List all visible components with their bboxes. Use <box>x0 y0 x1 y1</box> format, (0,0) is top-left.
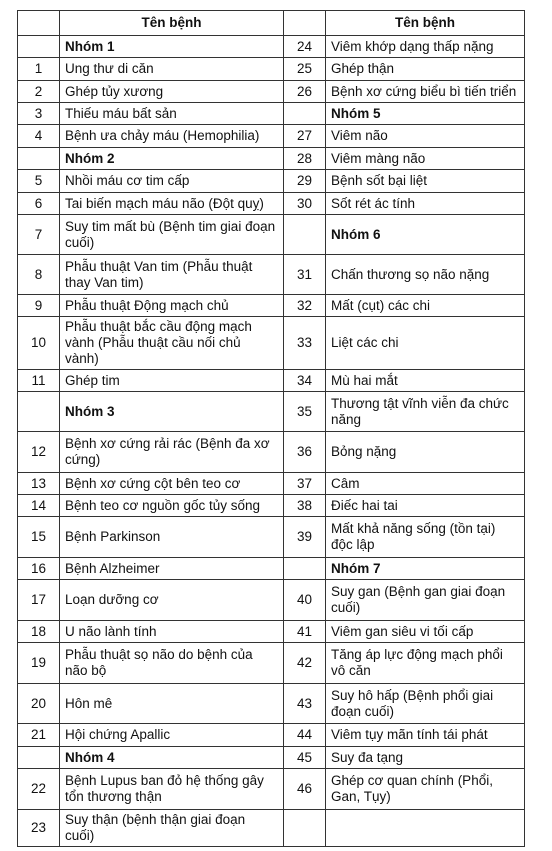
header-disease-name-left: Tên bệnh <box>60 11 284 36</box>
table-row <box>18 193 525 215</box>
table-row <box>18 81 525 103</box>
table-row <box>18 392 525 432</box>
row-number-left <box>18 392 60 432</box>
disease-name-left: Bệnh Lupus ban đỏ hệ thống gây tổn thương thận <box>60 769 284 810</box>
table-row <box>18 517 525 558</box>
row-number-left: 18 <box>18 621 60 643</box>
row-number-right: 43 <box>284 684 326 724</box>
table-row <box>18 621 525 643</box>
row-number-right <box>284 810 326 847</box>
group-heading-left: Nhóm 1 <box>60 36 284 58</box>
row-number-right: 36 <box>284 432 326 473</box>
disease-name-right: Chấn thương sọ não nặng <box>326 255 525 295</box>
table-row <box>18 473 525 495</box>
row-number-left: 13 <box>18 473 60 495</box>
row-number-left: 23 <box>18 810 60 847</box>
disease-name-left: Hôn mê <box>60 684 284 724</box>
group-heading-left: Nhóm 3 <box>60 392 284 432</box>
row-number-left: 17 <box>18 580 60 621</box>
disease-name-right: Suy đa tạng <box>326 747 525 769</box>
row-number-right <box>284 103 326 125</box>
row-number-right: 25 <box>284 58 326 81</box>
header-disease-name-right: Tên bệnh <box>326 11 525 36</box>
disease-name-right: Ghép cơ quan chính (Phổi, Gan, Tụy) <box>326 769 525 810</box>
table-row <box>18 580 525 621</box>
group-heading-right: Nhóm 7 <box>326 558 525 580</box>
row-number-right: 39 <box>284 517 326 558</box>
row-number-left: 6 <box>18 193 60 215</box>
table-row <box>18 295 525 317</box>
disease-name-right: Liệt các chi <box>326 317 525 370</box>
row-number-left: 22 <box>18 769 60 810</box>
row-number-right: 28 <box>284 148 326 170</box>
row-number-right: 35 <box>284 392 326 432</box>
row-number-left: 11 <box>18 370 60 392</box>
row-number-left: 1 <box>18 58 60 81</box>
table-row <box>18 495 525 517</box>
row-number-left <box>18 747 60 769</box>
disease-name-right: Sốt rét ác tính <box>326 193 525 215</box>
disease-name-right: Câm <box>326 473 525 495</box>
disease-name-left: Phẫu thuật Động mạch chủ <box>60 295 284 317</box>
row-number-right: 46 <box>284 769 326 810</box>
table-row <box>18 170 525 193</box>
disease-name-right: Mất khả năng sống (tồn tại) độc lập <box>326 517 525 558</box>
disease-name-left: Tai biến mạch máu não (Đột quỵ) <box>60 193 284 215</box>
header-row <box>18 11 525 36</box>
disease-name-left: Bệnh xơ cứng rải rác (Bệnh đa xơ cứng) <box>60 432 284 473</box>
row-number-left: 14 <box>18 495 60 517</box>
row-number-left: 3 <box>18 103 60 125</box>
table-row <box>18 317 525 370</box>
row-number-right <box>284 558 326 580</box>
table-row <box>18 148 525 170</box>
row-number-right: 33 <box>284 317 326 370</box>
row-number-right: 29 <box>284 170 326 193</box>
row-number-left: 4 <box>18 125 60 148</box>
disease-name-left: Ghép tim <box>60 370 284 392</box>
row-number-left: 21 <box>18 724 60 747</box>
disease-name-left: Phẫu thuật Van tim (Phẫu thuật thay Van tim) <box>60 255 284 295</box>
disease-name-right: Mất (cụt) các chi <box>326 295 525 317</box>
disease-name-left: U não lành tính <box>60 621 284 643</box>
row-number-left <box>18 148 60 170</box>
table-row <box>18 810 525 847</box>
disease-name-right: Tăng áp lực động mạch phổi vô căn <box>326 643 525 684</box>
row-number-right: 30 <box>284 193 326 215</box>
table-row <box>18 432 525 473</box>
row-number-left: 15 <box>18 517 60 558</box>
row-number-right: 42 <box>284 643 326 684</box>
row-number-right: 27 <box>284 125 326 148</box>
disease-name-left: Loạn dưỡng cơ <box>60 580 284 621</box>
row-number-left: 5 <box>18 170 60 193</box>
row-number-left <box>18 36 60 58</box>
table-row <box>18 370 525 392</box>
row-number-left: 8 <box>18 255 60 295</box>
disease-name-left: Ghép tủy xương <box>60 81 284 103</box>
row-number-right: 34 <box>284 370 326 392</box>
disease-name-left: Bệnh ưa chảy máu (Hemophilia) <box>60 125 284 148</box>
row-number-right: 32 <box>284 295 326 317</box>
disease-name-right: Viêm tụy mãn tính tái phát <box>326 724 525 747</box>
table-row <box>18 684 525 724</box>
disease-name-right: Bệnh xơ cứng biểu bì tiến triển <box>326 81 525 103</box>
table-row <box>18 215 525 255</box>
row-number-right: 40 <box>284 580 326 621</box>
row-number-right: 41 <box>284 621 326 643</box>
table-body <box>18 36 525 847</box>
disease-name-left: Bệnh xơ cứng cột bên teo cơ <box>60 473 284 495</box>
row-number-right: 24 <box>284 36 326 58</box>
table-row <box>18 724 525 747</box>
table-row <box>18 58 525 81</box>
disease-name-left: Hội chứng Apallic <box>60 724 284 747</box>
disease-name-left: Phẫu thuật sọ não do bệnh của não bộ <box>60 643 284 684</box>
table-row <box>18 36 525 58</box>
disease-name-left: Ung thư di căn <box>60 58 284 81</box>
group-heading-right: Nhóm 6 <box>326 215 525 255</box>
row-number-left: 10 <box>18 317 60 370</box>
header-number-right <box>284 11 326 36</box>
disease-name-right: Suy gan (Bệnh gan giai đoạn cuối) <box>326 580 525 621</box>
disease-name-left: Thiếu máu bất sản <box>60 103 284 125</box>
row-number-right: 44 <box>284 724 326 747</box>
header-number-left <box>18 11 60 36</box>
group-heading-right: Nhóm 5 <box>326 103 525 125</box>
table-row <box>18 255 525 295</box>
disease-name-right: Điếc hai tai <box>326 495 525 517</box>
disease-name-left: Bệnh teo cơ nguồn gốc tủy sống <box>60 495 284 517</box>
row-number-right: 31 <box>284 255 326 295</box>
disease-name-right: Bệnh sốt bại liệt <box>326 170 525 193</box>
table-row <box>18 747 525 769</box>
disease-name-right: Ghép thận <box>326 58 525 81</box>
disease-name-right <box>326 810 525 847</box>
disease-name-left: Phẫu thuật bắc cầu động mạch vành (Phẫu thuật cầu nối chủ vành) <box>60 317 284 370</box>
disease-name-left: Nhồi máu cơ tim cấp <box>60 170 284 193</box>
disease-name-left: Suy tim mất bù (Bệnh tim giai đoạn cuối) <box>60 215 284 255</box>
disease-name-left: Bệnh Parkinson <box>60 517 284 558</box>
disease-name-right: Thương tật vĩnh viễn đa chức năng <box>326 392 525 432</box>
row-number-left: 12 <box>18 432 60 473</box>
row-number-left: 16 <box>18 558 60 580</box>
table-row <box>18 103 525 125</box>
disease-name-right: Viêm gan siêu vi tối cấp <box>326 621 525 643</box>
row-number-left: 7 <box>18 215 60 255</box>
row-number-left: 9 <box>18 295 60 317</box>
disease-name-left: Suy thận (bệnh thận giai đoạn cuối) <box>60 810 284 847</box>
disease-name-right: Suy hô hấp (Bệnh phổi giai đoạn cuối) <box>326 684 525 724</box>
disease-name-right: Viêm khớp dạng thấp nặng <box>326 36 525 58</box>
row-number-left: 2 <box>18 81 60 103</box>
row-number-right: 38 <box>284 495 326 517</box>
table-row <box>18 558 525 580</box>
group-heading-left: Nhóm 2 <box>60 148 284 170</box>
disease-name-right: Mù hai mắt <box>326 370 525 392</box>
table-row <box>18 769 525 810</box>
disease-name-right: Viêm não <box>326 125 525 148</box>
row-number-right <box>284 215 326 255</box>
disease-name-left: Bệnh Alzheimer <box>60 558 284 580</box>
table-row <box>18 643 525 684</box>
disease-name-right: Bỏng nặng <box>326 432 525 473</box>
group-heading-left: Nhóm 4 <box>60 747 284 769</box>
row-number-right: 37 <box>284 473 326 495</box>
row-number-right: 26 <box>284 81 326 103</box>
row-number-left: 19 <box>18 643 60 684</box>
disease-table <box>17 10 525 847</box>
row-number-right: 45 <box>284 747 326 769</box>
row-number-left: 20 <box>18 684 60 724</box>
table-row <box>18 125 525 148</box>
disease-name-right: Viêm màng não <box>326 148 525 170</box>
